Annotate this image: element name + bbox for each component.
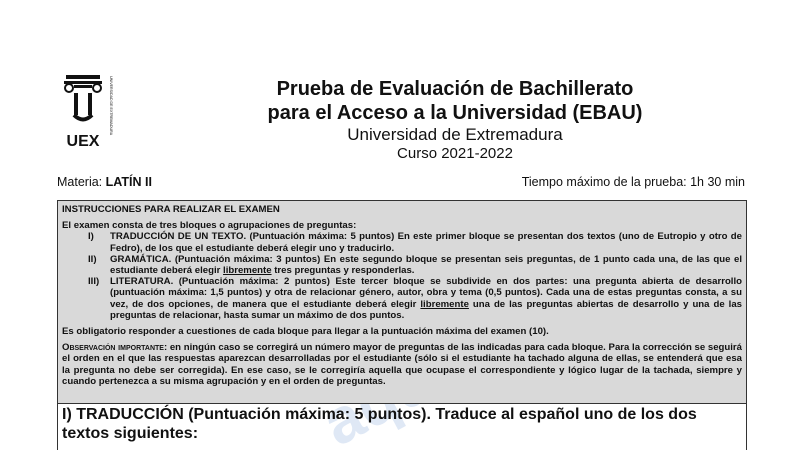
observation-label: Observación importante: — [62, 342, 168, 354]
instruction-num: III) — [88, 276, 100, 288]
instruction-num: II) — [88, 253, 97, 265]
observation-text: en ningún caso se corregirá un número mayor de preguntas de las indicadas para cada bloque. Para la corrección se seguirá el orden en el que las respuestas aparezcan desarrolladas por el estudiante (sólo si el estudiante ha tachado alguna de ellas, se entenderá que esa la pregunta no debe ser corregida). En ese caso, se le corregiría aquella que ocupase el correspondiente y lógico lugar de la tachada, siempre y cuando pertenezca a su misma agrupación y en el orden de preguntas. — [62, 342, 742, 387]
observation-note — [62, 342, 742, 387]
instruction-item — [62, 276, 742, 321]
instruction-item — [62, 254, 742, 276]
course-year: Curso 2021-2022 — [397, 145, 513, 162]
instruction-text: LITERATURA. (Puntuación máxima: 2 puntos) Este tercer bloque se subdivide en dos partes: una pregunta abierta de desarrollo (puntuación máxima: 1,5 puntos) y otra de relacionar género, autor, obra y tema (0,5 puntos). Cada una de estas preguntas consta, a su vez, de dos opciones, de manera que el estudiante deberá elegir libremente una de las preguntas abiertas de desarrollo y una de las preguntas de relacionar, hasta sumar un máximo de dos puntos. — [110, 276, 742, 321]
instruction-text: GRAMÁTICA. (Puntuación máxima: 3 puntos) En este segundo bloque se presentan seis preguntas, de 1 punto cada una, de las que el estudiante deberá elegir libremente tres preguntas y responderlas. — [110, 253, 742, 277]
instructions-heading: INSTRUCCIONES PARA REALIZAR EL EXAMEN — [62, 204, 280, 215]
instructions-box — [57, 200, 747, 404]
mandatory-note: Es obligatorio responder a cuestiones de cada bloque para llegar a la puntuación máxima del examen (10). — [62, 326, 549, 338]
instructions-intro: El examen consta de tres bloques o agrupaciones de preguntas: — [62, 220, 357, 232]
university-name: Universidad de Extremadura — [347, 125, 563, 144]
logo-text: UEX — [66, 133, 100, 148]
page-header — [0, 77, 800, 163]
exam-meta — [57, 175, 745, 189]
page-title-line1: Prueba de Evaluación de Bachillerato — [276, 78, 634, 100]
section-heading: I) TRADUCCIÓN (Puntuación máxima: 5 puntos). Traduce al español uno de los dos textos siguientes: — [62, 406, 697, 442]
instruction-item — [62, 231, 742, 253]
page-title-line2: para el Acceso a la Universidad (EBAU) — [267, 102, 643, 124]
instruction-num: I) — [88, 231, 94, 243]
subject-label: Materia: — [57, 175, 103, 189]
time-limit: Tiempo máximo de la prueba: 1h 30 min — [521, 175, 745, 189]
logo-vertical-text: UNIVERSIDAD DE EXTREMADURA — [109, 76, 113, 136]
instruction-text: TRADUCCIÓN DE UN TEXTO. (Puntuación máxima: 5 puntos) En este primer bloque se presentan dos textos (uno de Eutropio y otro de Fedro), de los que el estudiante deberá elegir uno y traducirlo. — [110, 231, 742, 254]
section-translation — [57, 403, 747, 450]
subject-value: LATÍN II — [105, 175, 152, 189]
